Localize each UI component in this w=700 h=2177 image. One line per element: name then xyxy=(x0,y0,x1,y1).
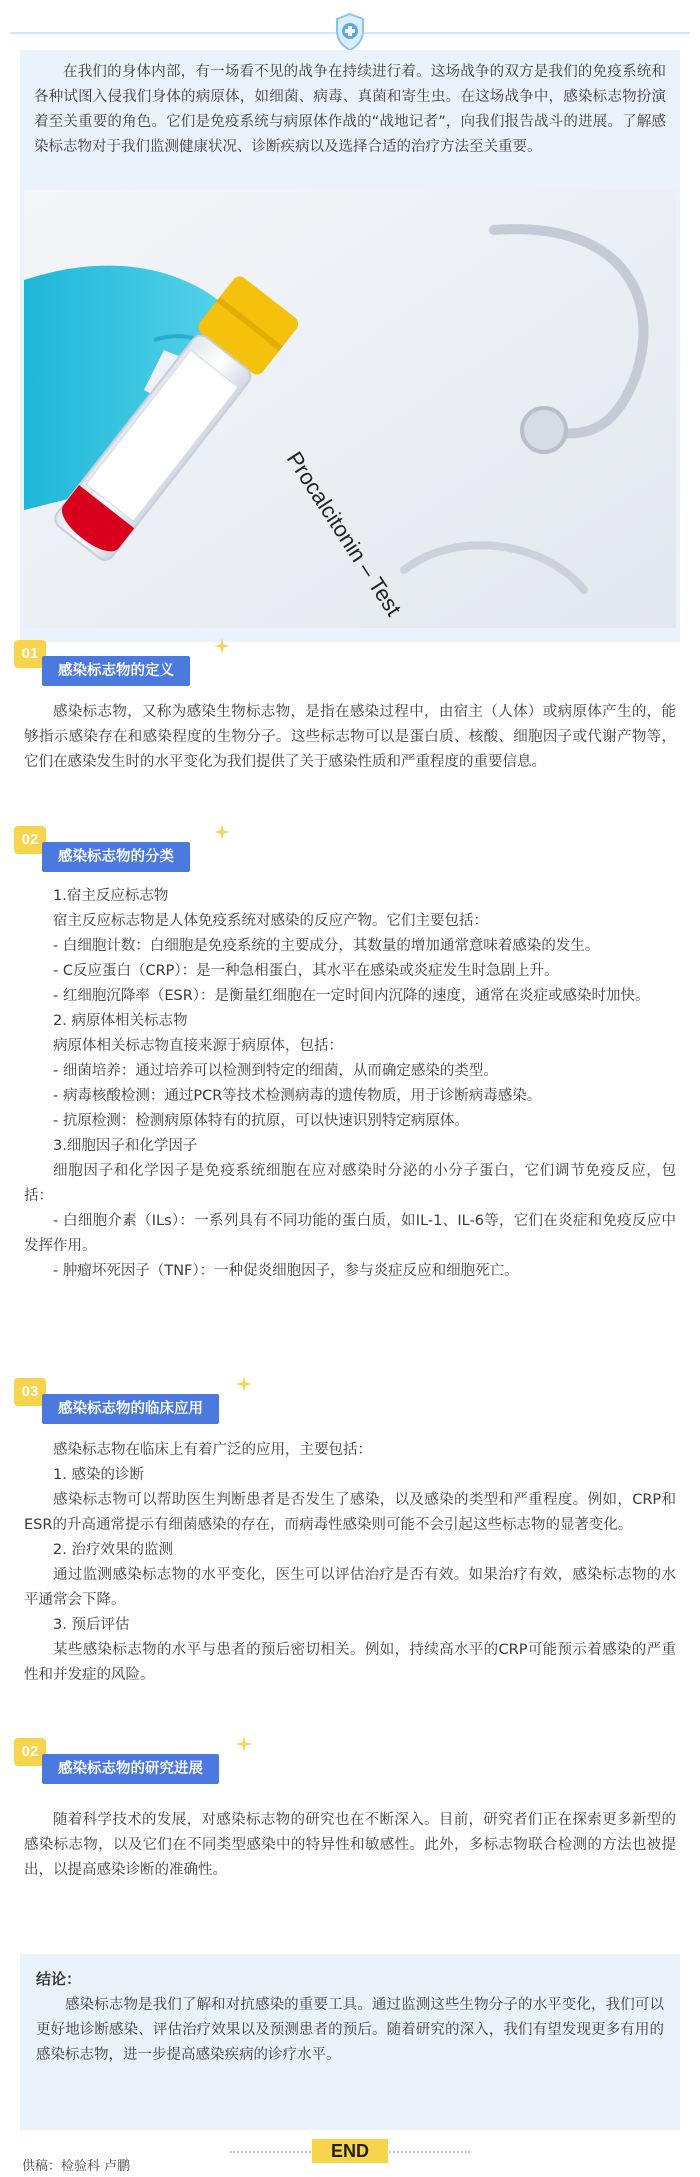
conclusion-text: 感染标志物是我们了解和对抗感染的重要工具。通过监测这些生物分子的水平变化，我们可以更好地诊断感染、评估治疗效果以及预测患者的预后。随着研究的深入，我们有望发现更多有用的感染标志物，进一步提高感染疾病的诊疗水平。 xyxy=(36,1997,664,2063)
procalcitonin-test-photo xyxy=(24,190,676,628)
list-item: 通过监测感染标志物的水平变化，医生可以评估治疗是否有效。如果治疗有效，感染标志物的水平通常会下降。 xyxy=(24,1567,676,1608)
list-item: 病原体相关标志物直接来源于病原体，包括： xyxy=(53,1038,343,1054)
subheading: 3.细胞因子和化学因子 xyxy=(53,1138,198,1154)
section-title: 感染标志物的研究进展 xyxy=(42,1754,219,1784)
section-heading xyxy=(14,1378,274,1424)
sparkle-icon xyxy=(214,824,230,840)
list-item: - 白细胞介素（ILs）：一系列具有不同功能的蛋白质，如IL-1、IL-6等，它们在炎症和免疫反应中发挥作用。 xyxy=(24,1213,676,1254)
tube-label: Procalcitonin – Test xyxy=(281,447,407,621)
section-clinical xyxy=(24,1438,676,1688)
list-item: 感染标志物可以帮助医生判断患者是否发生了感染，以及感染的类型和严重程度。例如，CRP和ESR的升高通常提示有细菌感染的存在，而病毒性感染则可能不会引起这些标志物的显著变化。 xyxy=(24,1492,676,1533)
list-item: - 病毒核酸检测：通过PCR等技术检测病毒的遗传物质，用于诊断病毒感染。 xyxy=(53,1088,542,1104)
list-item: 细胞因子和化学因子是免疫系统细胞在应对感染时分泌的小分子蛋白，它们调节免疫反应，包括： xyxy=(24,1163,676,1204)
sparkle-icon xyxy=(236,1736,252,1752)
list-item: 某些感染标志物的水平与患者的预后密切相关。例如，持续高水平的CRP可能预示着感染的严重性和并发症的风险。 xyxy=(24,1642,676,1683)
section-title: 感染标志物的分类 xyxy=(42,842,190,872)
intro-text: 在我们的身体内部，有一场看不见的战争在持续进行着。这场战争的双方是我们的免疫系统和各种试图入侵我们身体的病原体，如细菌、病毒、真菌和寄生虫。在这场战争中，感染标志物扮演着至关重要的角色。它们是免疫系统与病原体作战的“战地记者”，向我们报告战斗的进展。了解感染标志物对于我们监测健康状况、诊断疾病以及选择合适的治疗方法至关重要。 xyxy=(34,64,666,155)
list-item: 宿主反应标志物是人体免疫系统对感染的反应产物。它们主要包括： xyxy=(53,913,488,929)
paragraph: 感染标志物，又称为感染生物标志物，是指在感染过程中，由宿主（人体）或病原体产生的，能够指示感染存在和感染程度的生物分子。这些标志物可以是蛋白质、核酸、细胞因子或代谢产物等，它们在感染发生时的水平变化为我们提供了关于感染性质和严重程度的重要信息。 xyxy=(24,704,676,770)
list-item: 感染标志物在临床上有着广泛的应用，主要包括： xyxy=(53,1442,372,1458)
end-marker xyxy=(230,2137,470,2167)
section-title: 感染标志物的定义 xyxy=(42,656,190,686)
section-heading xyxy=(14,1738,274,1784)
sparkle-icon xyxy=(236,1376,252,1392)
conclusion-title: 结论： xyxy=(36,1970,82,1988)
list-item: - 抗原检测：检测病原体特有的抗原，可以快速识别特定病原体。 xyxy=(53,1113,469,1129)
list-item: - 红细胞沉降率（ESR）：是衡量红细胞在一定时间内沉降的速度，通常在炎症或感染时加快。 xyxy=(53,988,650,1004)
conclusion-card xyxy=(20,1954,680,2130)
medical-shield-icon xyxy=(334,12,366,52)
section-number: 02 xyxy=(14,1738,46,1766)
section-heading xyxy=(14,826,274,872)
paragraph: 随着科学技术的发展，对感染标志物的研究也在不断深入。目前，研究者们正在探索更多新型的感染标志物，以及它们在不同类型感染中的特异性和敏感性。此外，多标志物联合检测的方法也被提出，以提高感染诊断的准确性。 xyxy=(24,1812,676,1878)
section-number: 02 xyxy=(14,826,46,854)
section-number: 01 xyxy=(14,640,46,668)
subheading: 2. 病原体相关标志物 xyxy=(53,1013,188,1029)
section-number: 03 xyxy=(14,1378,46,1406)
subheading: 1.宿主反应标志物 xyxy=(53,888,169,904)
section-title: 感染标志物的临床应用 xyxy=(42,1394,219,1424)
section-classification xyxy=(24,884,676,1284)
sparkle-icon xyxy=(214,638,230,654)
end-label: END xyxy=(312,2139,388,2163)
list-item: - 肿瘤坏死因子（TNF）：一种促炎细胞因子，参与炎症反应和细胞死亡。 xyxy=(53,1263,519,1279)
subheading: 1. 感染的诊断 xyxy=(53,1467,144,1483)
list-item: - C反应蛋白（CRP）：是一种急相蛋白，其水平在感染或炎症发生时急剧上升。 xyxy=(53,963,559,979)
subheading: 3. 预后评估 xyxy=(53,1617,130,1633)
subheading: 2. 治疗效果的监测 xyxy=(53,1542,173,1558)
list-item: - 细菌培养：通过培养可以检测到特定的细菌，从而确定感染的类型。 xyxy=(53,1063,498,1079)
author-credit: 供稿：检验科 卢鹏 xyxy=(22,2159,131,2174)
list-item: - 白细胞计数：白细胞是免疫系统的主要成分，其数量的增加通常意味着感染的发生。 xyxy=(53,938,600,954)
section-heading xyxy=(14,640,274,686)
section-definition xyxy=(24,700,676,775)
section-research xyxy=(24,1808,676,1883)
